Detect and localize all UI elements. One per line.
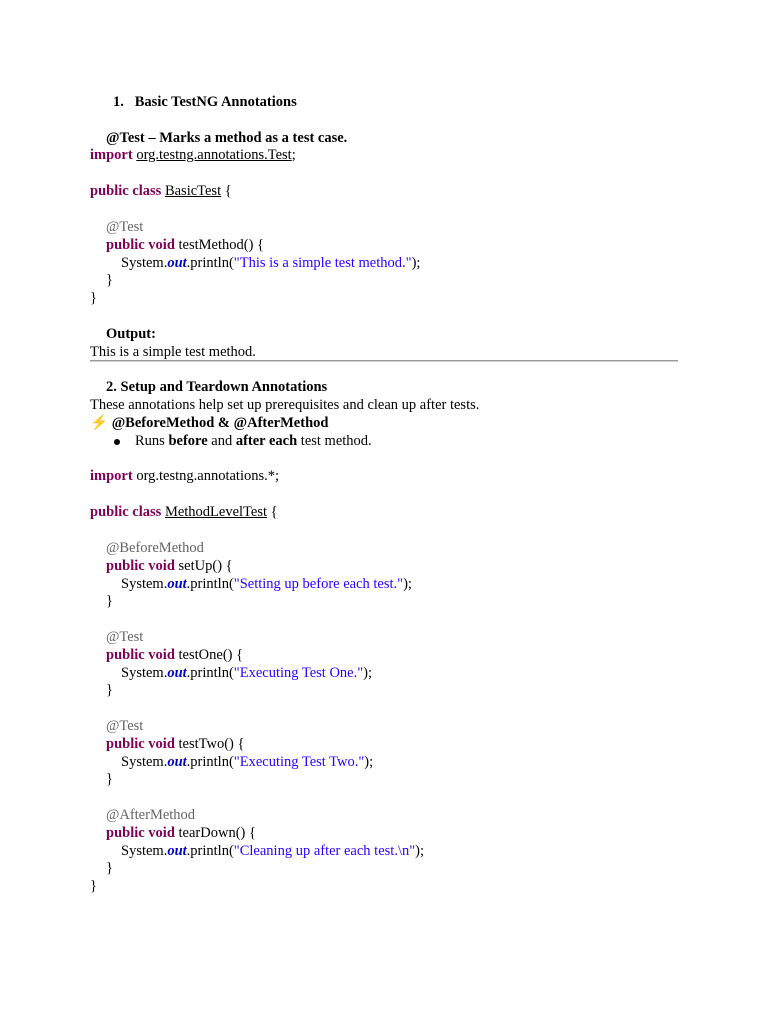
class-name: MethodLevelTest [164, 504, 268, 520]
println-close: ); [415, 843, 424, 859]
section-2-description: These annotations help set up prerequisites and clean up after tests. [90, 397, 480, 413]
system-text: System. [121, 576, 168, 592]
method-signature: setUp() { [178, 558, 233, 574]
code2-class-close: } [90, 878, 97, 894]
method-keyword: public void [106, 736, 175, 752]
string-literal: "Executing Test One." [233, 665, 364, 681]
section-1-number: 1. [113, 94, 124, 110]
system-text: System. [121, 255, 168, 271]
class-name: BasicTest [164, 183, 222, 199]
code2-import-line [90, 467, 279, 485]
section-1-title: Basic TestNG Annotations [134, 94, 297, 110]
code-println-line [121, 254, 420, 272]
import-keyword: import [90, 147, 133, 163]
out-field: out [167, 255, 187, 271]
code-class-line [90, 182, 232, 200]
code2-println-teardown [121, 842, 424, 860]
code2-println-setup [121, 575, 412, 593]
bullet-item [114, 432, 372, 450]
bullet-after-each: after each [235, 433, 298, 449]
code2-method-close: } [106, 593, 113, 609]
string-literal: "Cleaning up after each test.\n" [233, 843, 416, 859]
code2-method-setup [106, 557, 233, 575]
class-keyword: public class [90, 183, 162, 199]
before-after-subheading [90, 414, 328, 432]
code2-annotation-test-one: @Test [106, 629, 144, 645]
import-keyword: import [90, 468, 133, 484]
code2-method-test-two [106, 735, 244, 753]
out-field: out [167, 754, 187, 770]
method-keyword: public void [106, 558, 175, 574]
code2-class-line [90, 503, 278, 521]
method-keyword: public void [106, 647, 175, 663]
code2-println-test-one [121, 664, 372, 682]
method-keyword: public void [106, 237, 175, 253]
lightning-icon: ⚡ [90, 415, 109, 431]
code2-annotation-after-method: @AfterMethod [106, 807, 196, 823]
section-2-heading: 2. Setup and Teardown Annotations [106, 379, 328, 395]
code2-annotation-test-two: @Test [106, 718, 144, 734]
horizontal-rule [90, 360, 678, 362]
bullet-pre: Runs [135, 433, 169, 449]
code2-method-close: } [106, 860, 113, 876]
println-open: .println( [186, 754, 234, 770]
system-text: System. [121, 843, 168, 859]
println-close: ); [411, 255, 421, 271]
code-import-line [90, 146, 296, 164]
code2-annotation-before-method: @BeforeMethod [106, 540, 204, 556]
class-keyword: public class [90, 504, 162, 520]
section-1-heading [113, 93, 297, 111]
method-keyword: public void [106, 825, 175, 841]
code2-method-teardown [106, 824, 256, 842]
bullet-mid: and [207, 433, 236, 449]
bullet-post: test method. [297, 433, 372, 449]
code-annotation: @Test [106, 219, 144, 235]
println-open: .println( [186, 665, 234, 681]
class-open-brace: { [224, 183, 232, 199]
string-literal: "This is a simple test method." [233, 255, 412, 271]
bullet-before: before [168, 433, 208, 449]
class-open-brace: { [270, 504, 278, 520]
println-close: ); [364, 754, 374, 770]
system-text: System. [121, 665, 168, 681]
code2-method-close: } [106, 771, 113, 787]
out-field: out [167, 843, 187, 859]
println-close: ); [403, 576, 412, 592]
string-literal: "Setting up before each test." [233, 576, 404, 592]
output-label: Output: [106, 326, 156, 342]
subheading-text: @BeforeMethod & @AfterMethod [111, 415, 329, 431]
out-field: out [167, 576, 187, 592]
code2-println-test-two [121, 753, 373, 771]
method-signature: testTwo() { [178, 736, 245, 752]
code-method-line [106, 236, 264, 254]
code2-method-close: } [106, 682, 113, 698]
output-text: This is a simple test method. [90, 344, 256, 360]
import-package: org.testng.annotations.*; [136, 468, 280, 484]
test-annotation-heading: @Test – Marks a method as a test case. [106, 130, 348, 146]
system-text: System. [121, 754, 168, 770]
println-open: .println( [186, 576, 234, 592]
string-literal: "Executing Test Two." [233, 754, 365, 770]
println-close: ); [363, 665, 373, 681]
code-method-close: } [106, 272, 113, 288]
println-open: .println( [186, 843, 234, 859]
out-field: out [167, 665, 187, 681]
method-signature: testOne() { [178, 647, 244, 663]
bullet-icon [114, 439, 120, 445]
method-signature: testMethod() { [178, 237, 265, 253]
import-package: org.testng.annotations.Test [136, 147, 292, 163]
method-signature: tearDown() { [178, 825, 256, 841]
code-class-close: } [90, 290, 97, 306]
println-open: .println( [186, 255, 234, 271]
import-semicolon: ; [291, 147, 296, 163]
code2-method-test-one [106, 646, 243, 664]
